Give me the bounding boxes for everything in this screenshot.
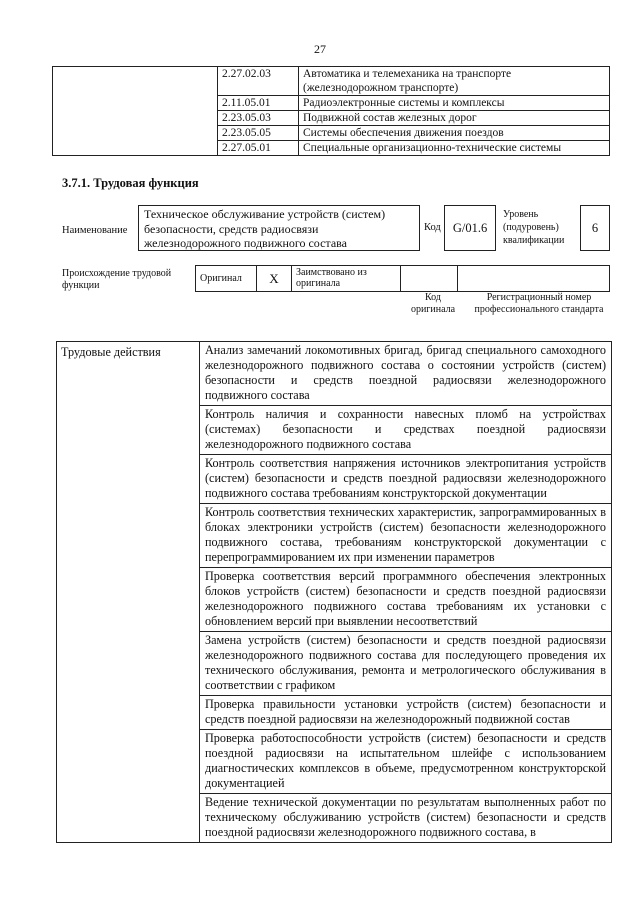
actions-heading: Трудовые действия <box>57 342 200 843</box>
registration-number-cell <box>458 266 610 292</box>
code-name-cell: Подвижной состав железных дорог <box>299 111 610 126</box>
code-label: Код <box>424 222 441 233</box>
qualification-level-value: 6 <box>580 205 610 251</box>
code-cell: 2.23.05.05 <box>218 126 299 141</box>
labor-actions-table <box>56 341 612 843</box>
code-cell: 2.27.02.03 <box>218 67 299 96</box>
code-cell: 2.11.05.01 <box>218 96 299 111</box>
table-row <box>196 266 610 292</box>
code-cell: 2.23.05.03 <box>218 111 299 126</box>
code-name-cell: Системы обеспечения движения поездов <box>299 126 610 141</box>
code-name-cell: Специальные организационно-технические системы <box>299 141 610 156</box>
page-number: 27 <box>314 42 326 56</box>
blank-cell <box>53 67 218 156</box>
code-name-cell: Автоматика и телемеханика на транспорте (железнодорожном транспорте) <box>299 67 610 96</box>
code-cell: 2.27.05.01 <box>218 141 299 156</box>
section-heading: 3.7.1. Трудовая функция <box>62 176 199 190</box>
original-code-cell <box>401 266 458 292</box>
education-codes-table <box>52 66 610 156</box>
action-item: Проверка работоспособности устройств (систем) безопасности и средств поездной радиосвязи на испытательном шлейфе с использованием диагностических комплексов в объеме, предусмотренном конструкторской документацией <box>200 730 612 794</box>
action-item: Контроль наличия и сохранности навесных пломб на устройствах (системах) безопасности и средствах поездной радиосвязи железнодорожного подвижного состава <box>200 406 612 455</box>
code-caption: Код оригинала <box>410 292 456 315</box>
origin-table <box>195 265 610 292</box>
table-row <box>53 67 610 96</box>
original-mark: X <box>257 266 292 292</box>
code-name-cell: Радиоэлектронные системы и комплексы <box>299 96 610 111</box>
function-code-value: G/01.6 <box>444 205 496 251</box>
name-label: Наименование <box>62 225 128 236</box>
action-item: Проверка правильности установки устройств (систем) безопасности и средств поездной радиосвязи на железнодорожный подвижной состав <box>200 696 612 730</box>
level-label: Уровень (подуровень) квалификации <box>503 209 565 246</box>
table-row <box>57 342 612 406</box>
action-item: Проверка соответствия версий программного обеспечения электронных блоков устройств (систем) безопасности и средств поездной радиосвязи железнодорожного подвижного состава требованиям их установки с обновлением версий при выявлении несоответствий <box>200 568 612 632</box>
origin-label: Происхождение трудовой функции <box>62 268 172 291</box>
action-item: Контроль соответствия технических характеристик, запрограммированных в блоках электроники устройств (систем) безопасности железнодорожного подвижного состава, требованиям конструкторской документации с перепрограммированием их при изменении параметров <box>200 504 612 568</box>
action-item: Замена устройств (систем) безопасности и средств поездной радиосвязи железнодорожного подвижного состава для последующего проведения их технического обслуживания, ремонта и метрологического обслуживания в соответствии с графиком <box>200 632 612 696</box>
action-item: Контроль соответствия напряжения источников электропитания устройств (систем) безопасности и средств поездной радиосвязи железнодорожного подвижного состава требованиям конструкторской документации <box>200 455 612 504</box>
registration-number-caption: Регистрационный номер профессионального стандарта <box>474 292 604 315</box>
function-name-value: Техническое обслуживание устройств (систем) безопасности, средств радиосвязи железнодорожного подвижного состава <box>138 205 420 251</box>
original-label: Оригинал <box>196 266 257 292</box>
action-item: Анализ замечаний локомотивных бригад, бригад специального самоходного железнодорожного подвижного состава о состоянии устройств (систем) безопасности и средств поездной радиосвязи железнодорожного подвижного состава <box>200 342 612 406</box>
action-item: Ведение технической документации по результатам выполненных работ по техническому обслуживанию устройств (систем) безопасности и средств поездной радиосвязи железнодорожного подвижного состава, в <box>200 794 612 843</box>
borrowed-label: Заимствовано из оригинала <box>292 266 401 292</box>
